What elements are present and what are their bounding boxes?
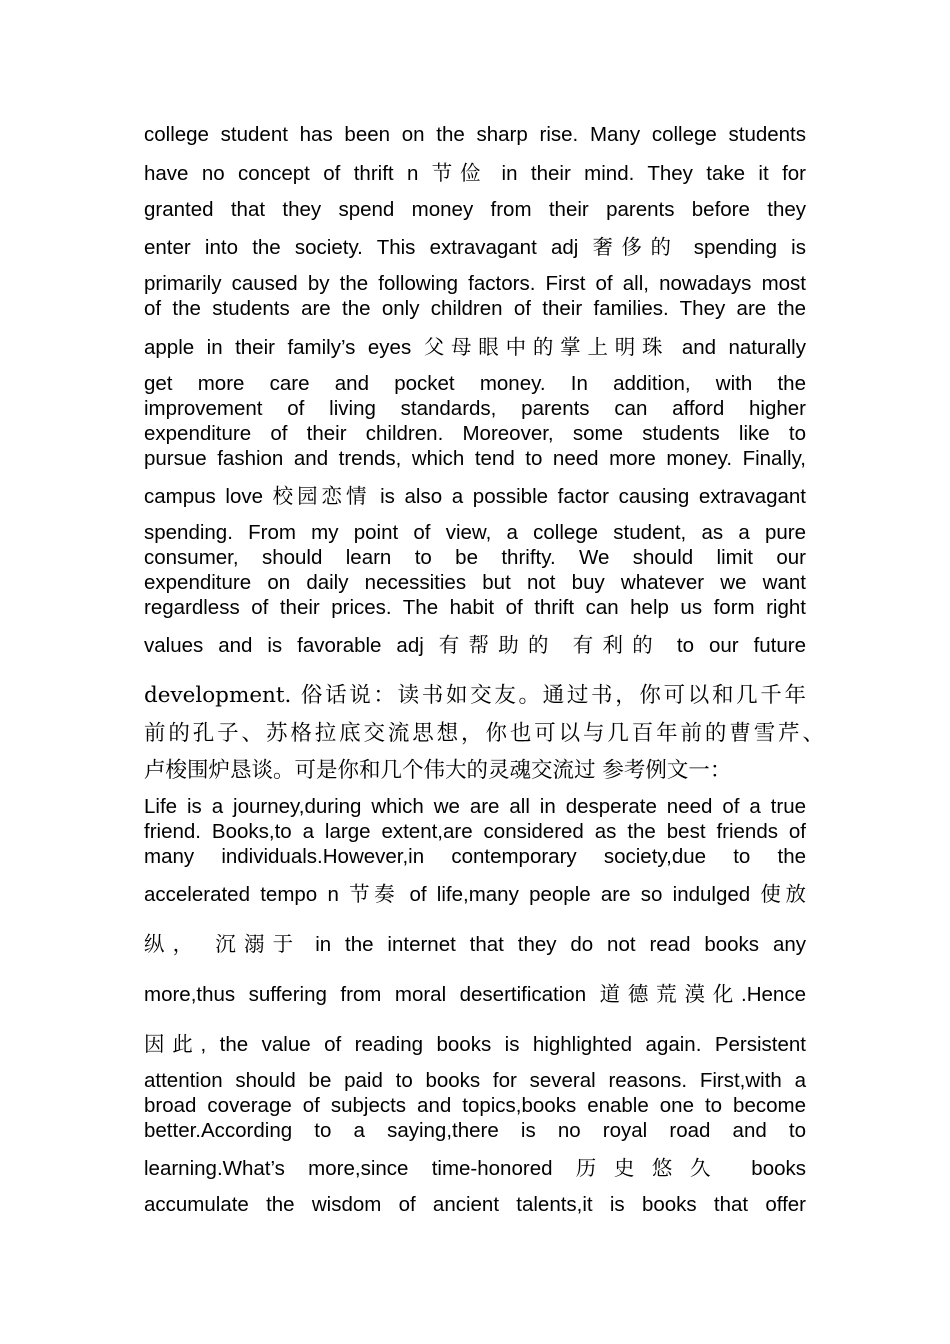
text-line: expenditure of their children. Moreover, some students like to [144,422,806,445]
text-line: expenditure on daily necessities but not buy whatever we want [144,571,806,594]
text-line: Life is a journey,during which we are all in desperate need of a true [144,795,806,818]
text-line: granted that they spend money from their parents before they [144,198,806,221]
text-line: accelerated tempo n 节奏 of life,many people are so indulged 使放 [144,883,806,906]
text-line: spending. From my point of view, a college student, as a pure [144,521,806,544]
text-line: primarily caused by the following factors. First of all, nowadays most [144,272,806,295]
text-line: more,thus suffering from moral desertification 道德荒漠化.Hence [144,983,806,1006]
text-line: consumer, should learn to be thrifty. We should limit our [144,546,806,569]
text-line: college student has been on the sharp rise. Many college students [144,123,806,146]
text-line: 卢梭围炉恳谈。可是你和几个伟大的灵魂交流过 参考例文一： [144,758,732,783]
text-line: broad coverage of subjects and topics,books enable one to become [144,1094,806,1117]
text-line: better.According to a saying,there is no royal road and to [144,1119,806,1142]
text-line: pursue fashion and trends, which tend to need more money. Finally, [144,447,806,470]
text-line: regardless of their prices. The habit of thrift can help us form right [144,596,806,619]
text-line: get more care and pocket money. In addition, with the [144,372,806,395]
text-line: attention should be paid to books for several reasons. First,with a [144,1069,806,1092]
text-line: learning.What’s more,since time-honored 历史悠久 books [144,1157,806,1180]
text-line: have no concept of thrift n 节俭 in their mind. They take it for [144,162,806,185]
text-line: enter into the society. This extravagant adj 奢侈的 spending is [144,236,806,259]
text-line: development. 俗话说：读书如交友。通过书，你可以和几千年 [144,683,806,708]
text-line: 因此, the value of reading books is highlighted again. Persistent [144,1033,806,1056]
text-line: accumulate the wisdom of ancient talents,it is books that offer [144,1193,806,1216]
text-line: many individuals.However,in contemporary society,due to the [144,845,806,868]
text-line: apple in their family’s eyes 父母眼中的掌上明珠 and naturally [144,336,806,359]
text-line: values and is favorable adj 有帮助的 有利的 to our future [144,634,806,657]
text-line: improvement of living standards, parents can afford higher [144,397,806,420]
text-line: of the students are the only children of their families. They are the [144,297,806,320]
text-line: friend. Books,to a large extent,are considered as the best friends of [144,820,806,843]
text-line: campus love 校园恋情 is also a possible factor causing extravagant [144,485,806,508]
text-line: 前的孔子、苏格拉底交流思想，你也可以与几百年前的曹雪芹、 [144,721,824,746]
text-line: 纵， 沉溺于 in the internet that they do not read books any [144,933,806,956]
